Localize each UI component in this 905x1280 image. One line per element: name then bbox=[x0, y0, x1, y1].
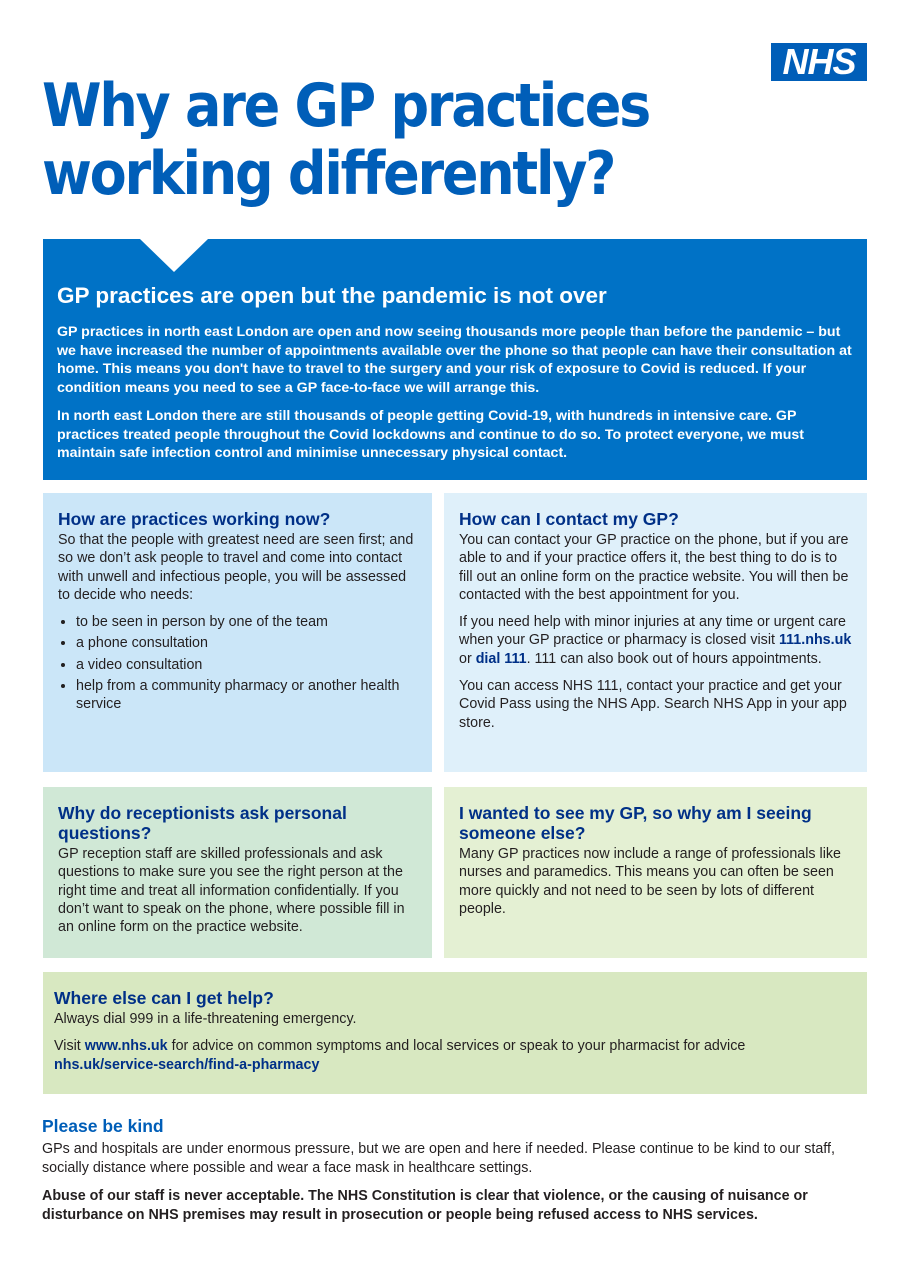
list-item: • a video consultation bbox=[76, 656, 418, 674]
contact-gp-paragraph-3: You can access NHS 111, contact your practice and get your Covid Pass using the NHS App. Search NHS App in your app store. bbox=[459, 678, 847, 731]
emergency-text: Always dial 999 in a life-threatening emergency. bbox=[54, 1011, 357, 1027]
find-pharmacy-link[interactable]: nhs.uk/service-search/find-a-pharmacy bbox=[54, 1056, 320, 1073]
visit-suffix: for advice on common symptoms and local services or speak to your pharmacist for advice bbox=[167, 1038, 746, 1055]
banner-paragraph-2: In north east London there are still thousands of people getting Covid-19, with hundreds in intensive care. GP practices treated people throughout the Covid lockdowns and continue to do so. To protect everyone, we must maintain safe infection control and minimise unnecessary physical contact. bbox=[57, 408, 805, 461]
where-else-help-box bbox=[43, 972, 867, 1094]
please-be-kind-section bbox=[42, 1116, 862, 1234]
someone-else-title: I wanted to see my GP, so why am I seeing someone else? bbox=[459, 803, 812, 843]
working-now-title: How are practices working now? bbox=[58, 509, 331, 529]
where-else-help-title: Where else can I get help? bbox=[54, 988, 274, 1008]
please-be-kind-text: GPs and hospitals are under enormous pressure, but we are open and here if needed. Please continue to be kind to our staff, socially distance where possible and wear a face mask in healthcare settings. bbox=[42, 1141, 835, 1176]
contact-gp-title: How can I contact my GP? bbox=[459, 509, 679, 529]
someone-else-text: Many GP practices now include a range of professionals like nurses and paramedics. This means you can often be seen more quickly and not need to be seen by lots of different people. bbox=[459, 846, 841, 917]
dial-111-text: dial 111 bbox=[475, 650, 527, 667]
page-title-line-1: Why are GP practices bbox=[42, 71, 650, 141]
banner-paragraph-1: GP practices in north east London are open and now seeing thousands more people than before the pandemic – but we have increased the number of appointments available over the phone so that people can have their consultation at home. This means you don't have to travel to the surgery and your risk of exposure to Covid is reduced. If your condition means you need to see a GP face-to-face we will arrange this. bbox=[57, 324, 852, 396]
abuse-warning-text: Abuse of our staff is never acceptable. The NHS Constitution is clear that violence, or the causing of nuisance or disturbance on NHS premises may result in prosecution or people being refused access to NHS services. bbox=[42, 1188, 808, 1223]
contact-gp-box bbox=[444, 493, 867, 772]
needs-list bbox=[58, 613, 418, 713]
page-title-line-2: working differently? bbox=[42, 139, 615, 209]
page-title bbox=[42, 72, 672, 208]
contact-text: If you need help with minor injuries at any time or urgent care when your GP practice or pharmacy is closed visit bbox=[459, 614, 847, 649]
contact-text: . 111 can also book out of hours appointments. bbox=[526, 650, 822, 667]
someone-else-box bbox=[444, 787, 867, 958]
contact-gp-paragraph-2 bbox=[459, 613, 853, 668]
nhs-111-link[interactable]: 111.nhs.uk bbox=[778, 632, 852, 649]
banner-notch bbox=[140, 239, 208, 272]
working-now-intro: So that the people with greatest need are seen first; and so we don’t ask people to travel and come into contact with unwell and infectious people, you will be assessed to decide who needs: bbox=[58, 532, 414, 603]
nhs-website-link[interactable]: www.nhs.uk bbox=[84, 1038, 168, 1055]
receptionists-box bbox=[43, 787, 432, 958]
list-item: • help from a community pharmacy or another health service bbox=[76, 677, 418, 714]
visit-prefix: Visit bbox=[54, 1038, 85, 1055]
banner-title: GP practices are open but the pandemic is not over bbox=[57, 283, 607, 308]
contact-gp-paragraph-1: You can contact your GP practice on the phone, but if you are able to and if your practice offers it, the best thing to do is to fill out an online form on the practice website. You will then be contacted with the best appointment for you. bbox=[459, 532, 849, 603]
list-item: • to be seen in person by one of the team bbox=[76, 613, 418, 631]
receptionists-text: GP reception staff are skilled professionals and ask questions to make sure you see the right person at the right time and treat all information confidentially. If you don’t want to speak on the phone, where possible fill in an online form on the practice website. bbox=[58, 846, 405, 936]
intro-banner bbox=[43, 239, 867, 480]
contact-text: or bbox=[459, 650, 476, 667]
working-now-box bbox=[43, 493, 432, 772]
please-be-kind-title: Please be kind bbox=[42, 1116, 164, 1136]
list-item: • a phone consultation bbox=[76, 634, 418, 652]
visit-text bbox=[54, 1037, 853, 1074]
receptionists-title: Why do receptionists ask personal questions? bbox=[58, 803, 347, 843]
nhs-logo: NHS bbox=[771, 43, 867, 81]
